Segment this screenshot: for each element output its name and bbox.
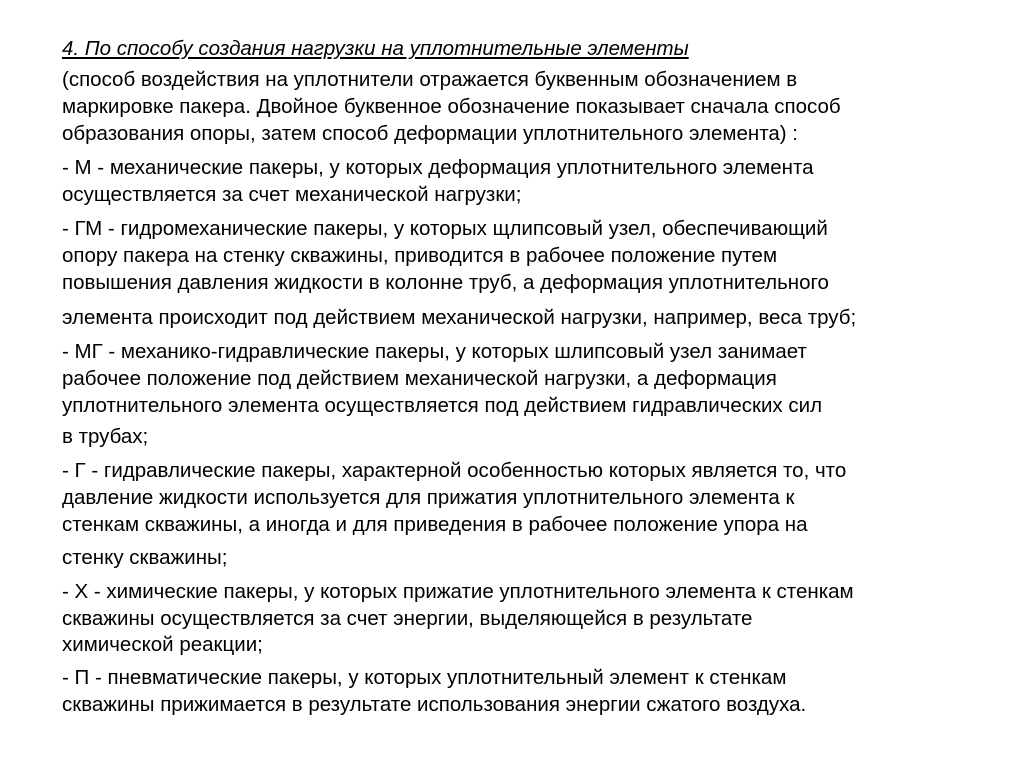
item-gm-line: повышения давления жидкости в колонне труб, а деформация уплотнительного — [62, 271, 829, 294]
item-mg-line: уплотнительного элемента осуществляется под действием гидравлических сил — [62, 394, 823, 417]
item-gm-line: - ГМ - гидромеханические пакеры, у которых щлипсовый узел, обеспечивающий — [62, 217, 828, 240]
item-g-line: стенкам скважины, а иногда и для приведения в рабочее положение упора на — [62, 513, 808, 536]
item-gm-line: элемента происходит под действием механической нагрузки, например, веса труб; — [62, 306, 857, 329]
item-gm-line: опору пакера на стенку скважины, приводится в рабочее положение путем — [62, 244, 778, 267]
intro-line: маркировке пакера. Двойное буквенное обозначение показывает сначала способ — [62, 95, 841, 118]
item-g-line: стенку скважины; — [62, 546, 228, 569]
item-m-line: - М - механические пакеры, у которых деформация уплотнительного элемента — [62, 156, 814, 179]
item-mg-line: в трубах; — [62, 425, 149, 448]
intro-line: (способ воздействия на уплотнители отражается буквенным обозначением в — [62, 68, 798, 91]
item-p-line: - П - пневматические пакеры, у которых уплотнительный элемент к стенкам — [62, 666, 787, 689]
item-mg-line: - МГ - механико-гидравлические пакеры, у которых шлипсовый узел занимает — [62, 340, 807, 363]
item-p-line: скважины прижимается в результате использования энергии сжатого воздуха. — [62, 693, 807, 716]
item-g-line: давление жидкости используется для прижатия уплотнительного элемента к — [62, 486, 795, 509]
item-g-line: - Г - гидравлические пакеры, характерной особенностью которых является то, что — [62, 459, 847, 482]
item-mg-line: рабочее положение под действием механической нагрузки, а деформация — [62, 367, 777, 390]
item-h-line: скважины осуществляется за счет энергии, выделяющейся в результате — [62, 607, 753, 630]
item-h-line: химической реакции; — [62, 633, 263, 656]
section-title: 4. По способу создания нагрузки на уплотнительные элементы — [62, 37, 689, 60]
intro-line: образования опоры, затем способ деформации уплотнительного элемента) : — [62, 122, 798, 145]
item-m-line: осуществляется за счет механической нагрузки; — [62, 183, 522, 206]
item-h-line: - Х - химические пакеры, у которых прижатие уплотнительного элемента к стенкам — [62, 580, 854, 603]
